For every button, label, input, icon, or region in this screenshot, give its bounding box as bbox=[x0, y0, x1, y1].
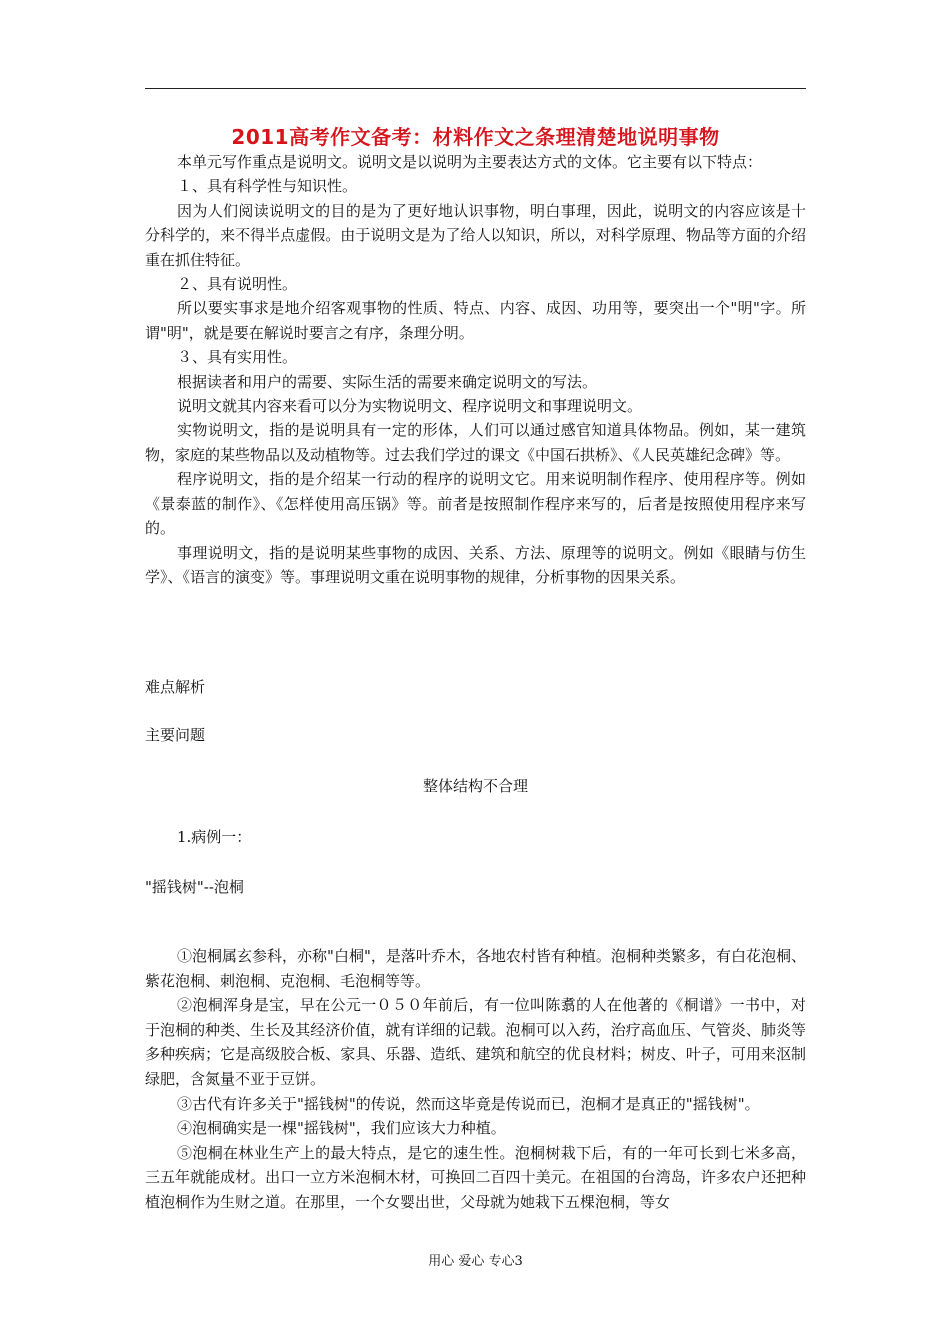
example-paragraph: ④泡桐确实是一棵"摇钱树"，我们应该大力种植。 bbox=[177, 1119, 506, 1138]
example-body bbox=[145, 944, 806, 1215]
section-heading: 难点解析 bbox=[145, 678, 206, 696]
example-paragraph: ①泡桐属玄参科，亦称"白桐"，是落叶乔木，各地农村皆有种植。泡桐种类繁多，有白花泡桐、紫花泡桐、刺泡桐、克泡桐、毛泡桐等等。 bbox=[145, 947, 806, 990]
page-title: 2011高考作文备考：材料作文之条理清楚地说明事物 bbox=[231, 125, 720, 149]
paragraph: 根据读者和用户的需要、实际生活的需要来确定说明文的写法。 bbox=[177, 372, 598, 391]
paragraph: 本单元写作重点是说明文。说明文是以说明为主要表达方式的文体。它主要有以下特点： bbox=[177, 153, 763, 171]
example-title: "摇钱树"--泡桐 bbox=[145, 878, 244, 896]
paragraph: １、具有科学性与知识性。 bbox=[177, 177, 358, 196]
header-rule bbox=[145, 88, 806, 89]
paragraph: 事理说明文，指的是说明某些事物的成因、关系、方法、原理等的说明文。例如《眼睛与仿生学》、《语言的演变》等。事理说明文重在说明事物的规律，分析事物的因果关系。 bbox=[145, 543, 806, 586]
example-label: 1.病例一： bbox=[177, 828, 252, 846]
subheading: 整体结构不合理 bbox=[422, 777, 528, 795]
example-paragraph: ③古代有许多关于"摇钱树"的传说，然而这毕竟是传说而已，泡桐才是真正的"摇钱树"。 bbox=[177, 1094, 760, 1113]
example-paragraph: ⑤泡桐在林业生产上的最大特点，是它的速生性。泡桐树栽下后，有的一年可长到七米多高，三五年就能成材。出口一立方米泡桐木材，可换回二百四十美元。在祖国的台湾岛，许多农户还把种植泡桐作为生财之道。在那里，一个女婴出世，父母就为她栽下五棵泡桐，等女 bbox=[145, 1143, 806, 1211]
paragraph: ２、具有说明性。 bbox=[177, 275, 298, 294]
paragraph: 程序说明文，指的是介绍某一行动的程序的说明文它。用来说明制作程序、使用程序等。例如《景泰蓝的制作》、《怎样使用高压锅》等。前者是按照制作程序来写的，后者是按照使用程序来写的。 bbox=[145, 470, 806, 538]
paragraph: ３、具有实用性。 bbox=[177, 348, 298, 367]
paragraph: 实物说明文，指的是说明具有一定的形体，人们可以通过感官知道具体物品。例如，某一建筑物，家庭的某些物品以及动植物等。过去我们学过的课文《中国石拱桥》、《人民英雄纪念碑》等。 bbox=[145, 421, 806, 464]
paragraph: 因为人们阅读说明文的目的是为了更好地认识事物，明白事理，因此，说明文的内容应该是十分科学的，来不得半点虚假。由于说明文是为了给人以知识，所以，对科学原理、物品等方面的介绍重在抓住特征。 bbox=[145, 201, 806, 269]
paragraph: 所以要实事求是地介绍客观事物的性质、特点、内容、成因、功用等，要突出一个"明"字。所谓"明"，就是要在解说时要言之有序，条理分明。 bbox=[145, 299, 806, 342]
page-footer: 用心 爱心 专心3 bbox=[428, 1254, 523, 1269]
paragraph: 说明文就其内容来看可以分为实物说明文、程序说明文和事理说明文。 bbox=[177, 397, 643, 416]
intro-body bbox=[145, 150, 806, 589]
section-heading: 主要问题 bbox=[145, 726, 206, 744]
example-paragraph: ②泡桐浑身是宝，早在公元一０５０年前后，有一位叫陈翥的人在他著的《桐谱》一书中，对于泡桐的种类、生长及其经济价值，就有详细的记载。泡桐可以入药，治疗高血压、气管炎、肺炎等多种疾病；它是高级胶合板、家具、乐器、造纸、建筑和航空的优良材料；树皮、叶子，可用来沤制绿肥，含氮量不亚于豆饼。 bbox=[145, 996, 806, 1088]
